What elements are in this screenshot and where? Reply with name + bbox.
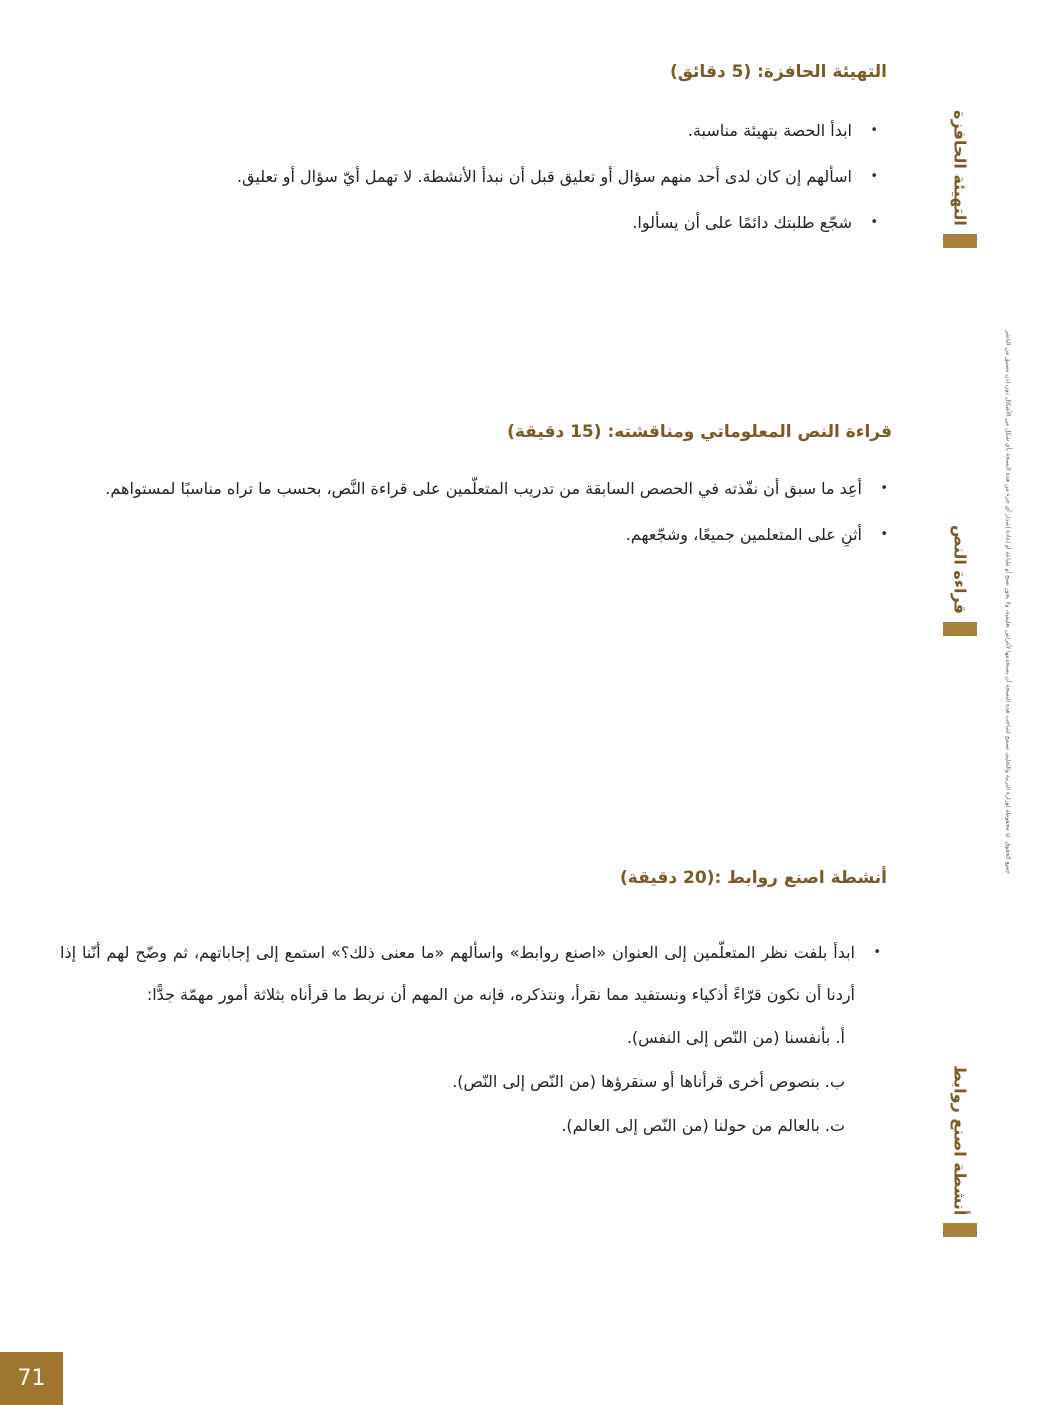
list-item: • شجّع طلبتك دائمًا على أن يسألوا.: [87, 200, 852, 246]
side-tab-reading: [940, 525, 980, 636]
section-heading: قراءة النص المعلوماتي ومناقشته: (15 دقيقة): [507, 422, 892, 442]
side-tab-label: قراءة النص: [950, 525, 970, 614]
bullet-list: [102, 466, 862, 558]
list-item: • أثنِ على المتعلمين جميعًا، وشجّعهم.: [102, 512, 862, 558]
sub-item: أ. بأنفسنا (من النّص إلى النفس).: [626, 1028, 845, 1047]
list-item: • ابدأ بلفت نظر المتعلّمين إلى العنوان «اصنع روابط» واسألهم «ما معنى ذلك؟» استمع إلى إجاباتهم، ثم وضّح لهم أنّنا إذا أردنا أن نكون قرّاءً أذكياء ونستفيد مما نقرأ، ونتذكره، فإنه من المهم أن نربط ما قرأناه بثلاثة أمور مهمّة جدًّا:: [60, 932, 855, 1016]
section-make-connections: [60, 868, 887, 1148]
list-item: • ابدأ الحصة بتهيئة مناسبة.: [87, 108, 852, 154]
side-tab-warmup: [940, 110, 980, 248]
copyright-text: جميع الحقوق © محفوظة لوزارة التربية والتعليم، تسمح لصاحب هذه النسخة أن يستخدمها لأغراض تعليمية، ولا يجوز نسخ أو طباعة أو إعادة إصدار أي جزء من هذه النسخة بأي شكل من الأشكال دون إذن مسبق من الناشر: [1004, 330, 1012, 874]
section-reading: [92, 422, 892, 558]
sub-item: ب. بنصوص أخرى قرأناها أو سنقرؤها (من النّص إلى النّص).: [452, 1072, 845, 1091]
section-heading: أنشطة اصنع روابط :(20 دقيقة): [620, 868, 887, 888]
section-heading: التهيئة الحافزة: (5 دقائق): [669, 62, 887, 82]
side-tab-bar: [943, 1223, 977, 1237]
list-item: • اسألهم إن كان لدى أحد منهم سؤال أو تعليق قبل أن نبدأ الأنشطة. لا تهمل أيّ سؤال أو تعليق.: [87, 154, 852, 200]
sub-item: ت. بالعالم من حولنا (من النّص إلى العالم).: [561, 1116, 845, 1135]
bullet-list: [60, 932, 855, 1016]
bullet-list: [87, 108, 852, 246]
side-tab-make-connections: [940, 1065, 980, 1237]
list-item: • أعِد ما سبق أن نفّذته في الحصص السابقة من تدريب المتعلّمين على قراءة النَّص، بحسب ما تراه مناسبًا لمستواهم.: [102, 466, 862, 512]
section-warmup: [87, 62, 887, 246]
side-tab-bar: [943, 622, 977, 636]
side-tab-label: أنشطة اصنع روابط: [950, 1065, 970, 1216]
sub-list: [67, 1016, 845, 1148]
side-tab-label: التهيئة الحافزة: [950, 110, 970, 226]
copyright-note: [988, 330, 1028, 1110]
side-tab-bar: [943, 234, 977, 248]
page-number: 71: [0, 1352, 63, 1405]
